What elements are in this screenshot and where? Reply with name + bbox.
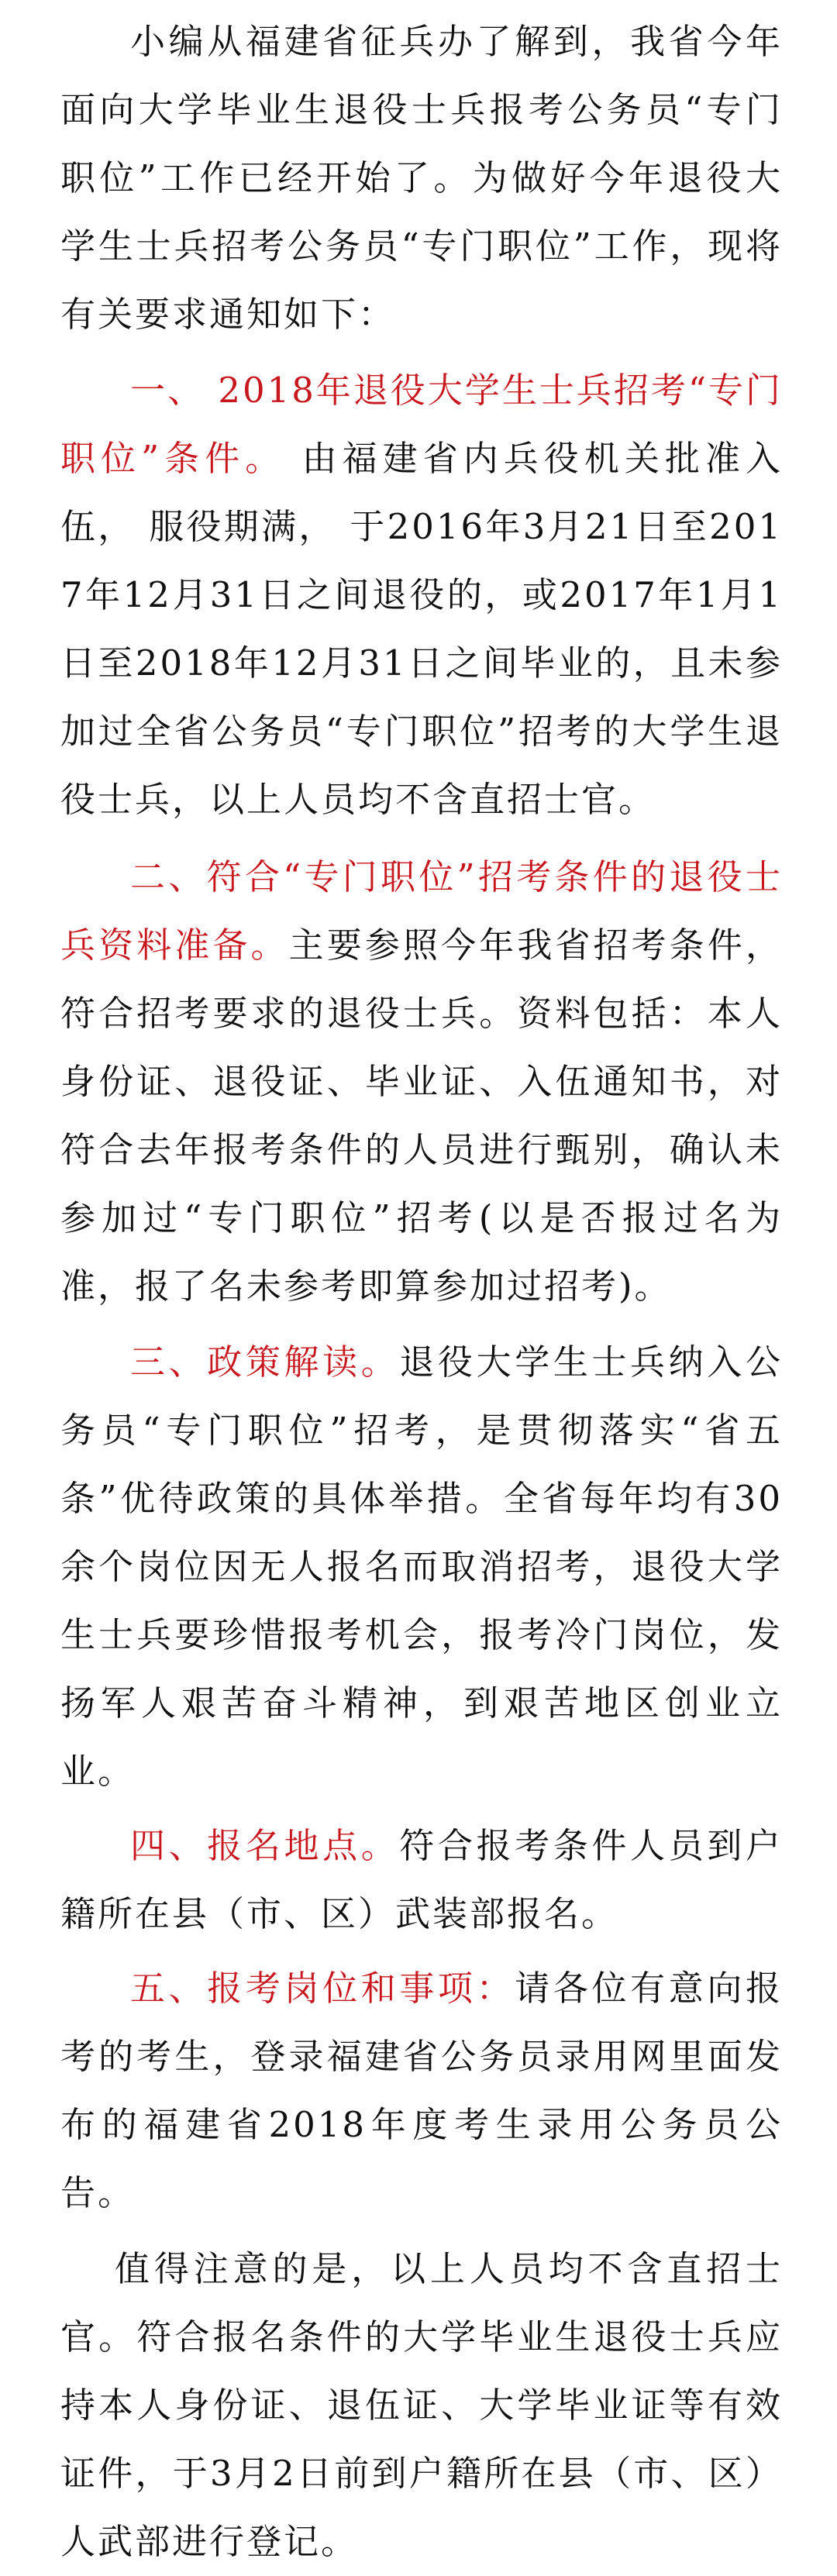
section-2-heading: 二、符合“专门职位”招考条件的退役士兵资料准备。: [60, 856, 783, 966]
section-3-body: 退役大学生士兵纳入公务员“专门职位”招考，是贯彻落实“省五条”优待政策的具体举措。全省每年均有30余个岗位因无人报名而取消招考，退役大学生士兵要珍惜报考机会，报考冷门岗位，发扬军人艰苦奋斗精神，到艰苦地区创业立业。: [60, 1341, 783, 1792]
section-2-body: 主要参照今年我省招考条件，符合招考要求的退役士兵。资料包括：本人身份证、退役证、毕业证、入伍通知书，对符合去年报考条件的人员进行甄别，确认未参加过“专门职位”招考(以是否报过名为准，报了名未参考即算参加过招考)。: [60, 925, 783, 1307]
section-4-heading: 四、报名地点。: [130, 1825, 400, 1866]
section-5-body: 请各位有意向报考的考生，登录福建省公务员录用网里面发布的福建省2018年度考生录用公务员公告。: [60, 1968, 783, 2213]
section-4-paragraph: [60, 1812, 783, 1948]
closing-paragraph: 值得注意的是，以上人员均不含直招士官。符合报名条件的大学毕业生退役士兵应持本人身份证、退伍证、大学毕业证等有效证件，于3月2日前到户籍所在县（市、区）人武部进行登记。: [60, 2248, 783, 2562]
section-3-heading: 三、政策解读。: [130, 1341, 400, 1383]
section-5-heading: 五、报考岗位和事项：: [130, 1968, 515, 2009]
section-2-paragraph: [60, 843, 783, 1321]
section-1-body: 由福建省内兵役机关批准入伍， 服役期满， 于2016年3月21日至2017年12月31日之间退役的，或2017年1月1日至2018年12月31日之间毕业的，且未参加过全省公务员“专门职位”招考的大学生退役士兵，以上人员均不含直招士官。: [60, 438, 783, 820]
section-1-heading: 一、 2018年退役大学生士兵招考“专门职位”条件。: [60, 370, 783, 479]
section-5-paragraph: [60, 1954, 783, 2227]
section-1-paragraph: [60, 356, 783, 834]
section-3-paragraph: [60, 1328, 783, 1806]
intro-paragraph: 小编从福建省征兵办了解到，我省今年面向大学毕业生退役士兵报考公务员“专门职位”工作已经开始了。为做好今年退役大学生士兵招考公务员“专门职位”工作，现将有关要求通知如下：: [60, 21, 783, 335]
section-4-body: 符合报考条件人员到户籍所在县（市、区）武装部报名。: [60, 1825, 783, 1934]
